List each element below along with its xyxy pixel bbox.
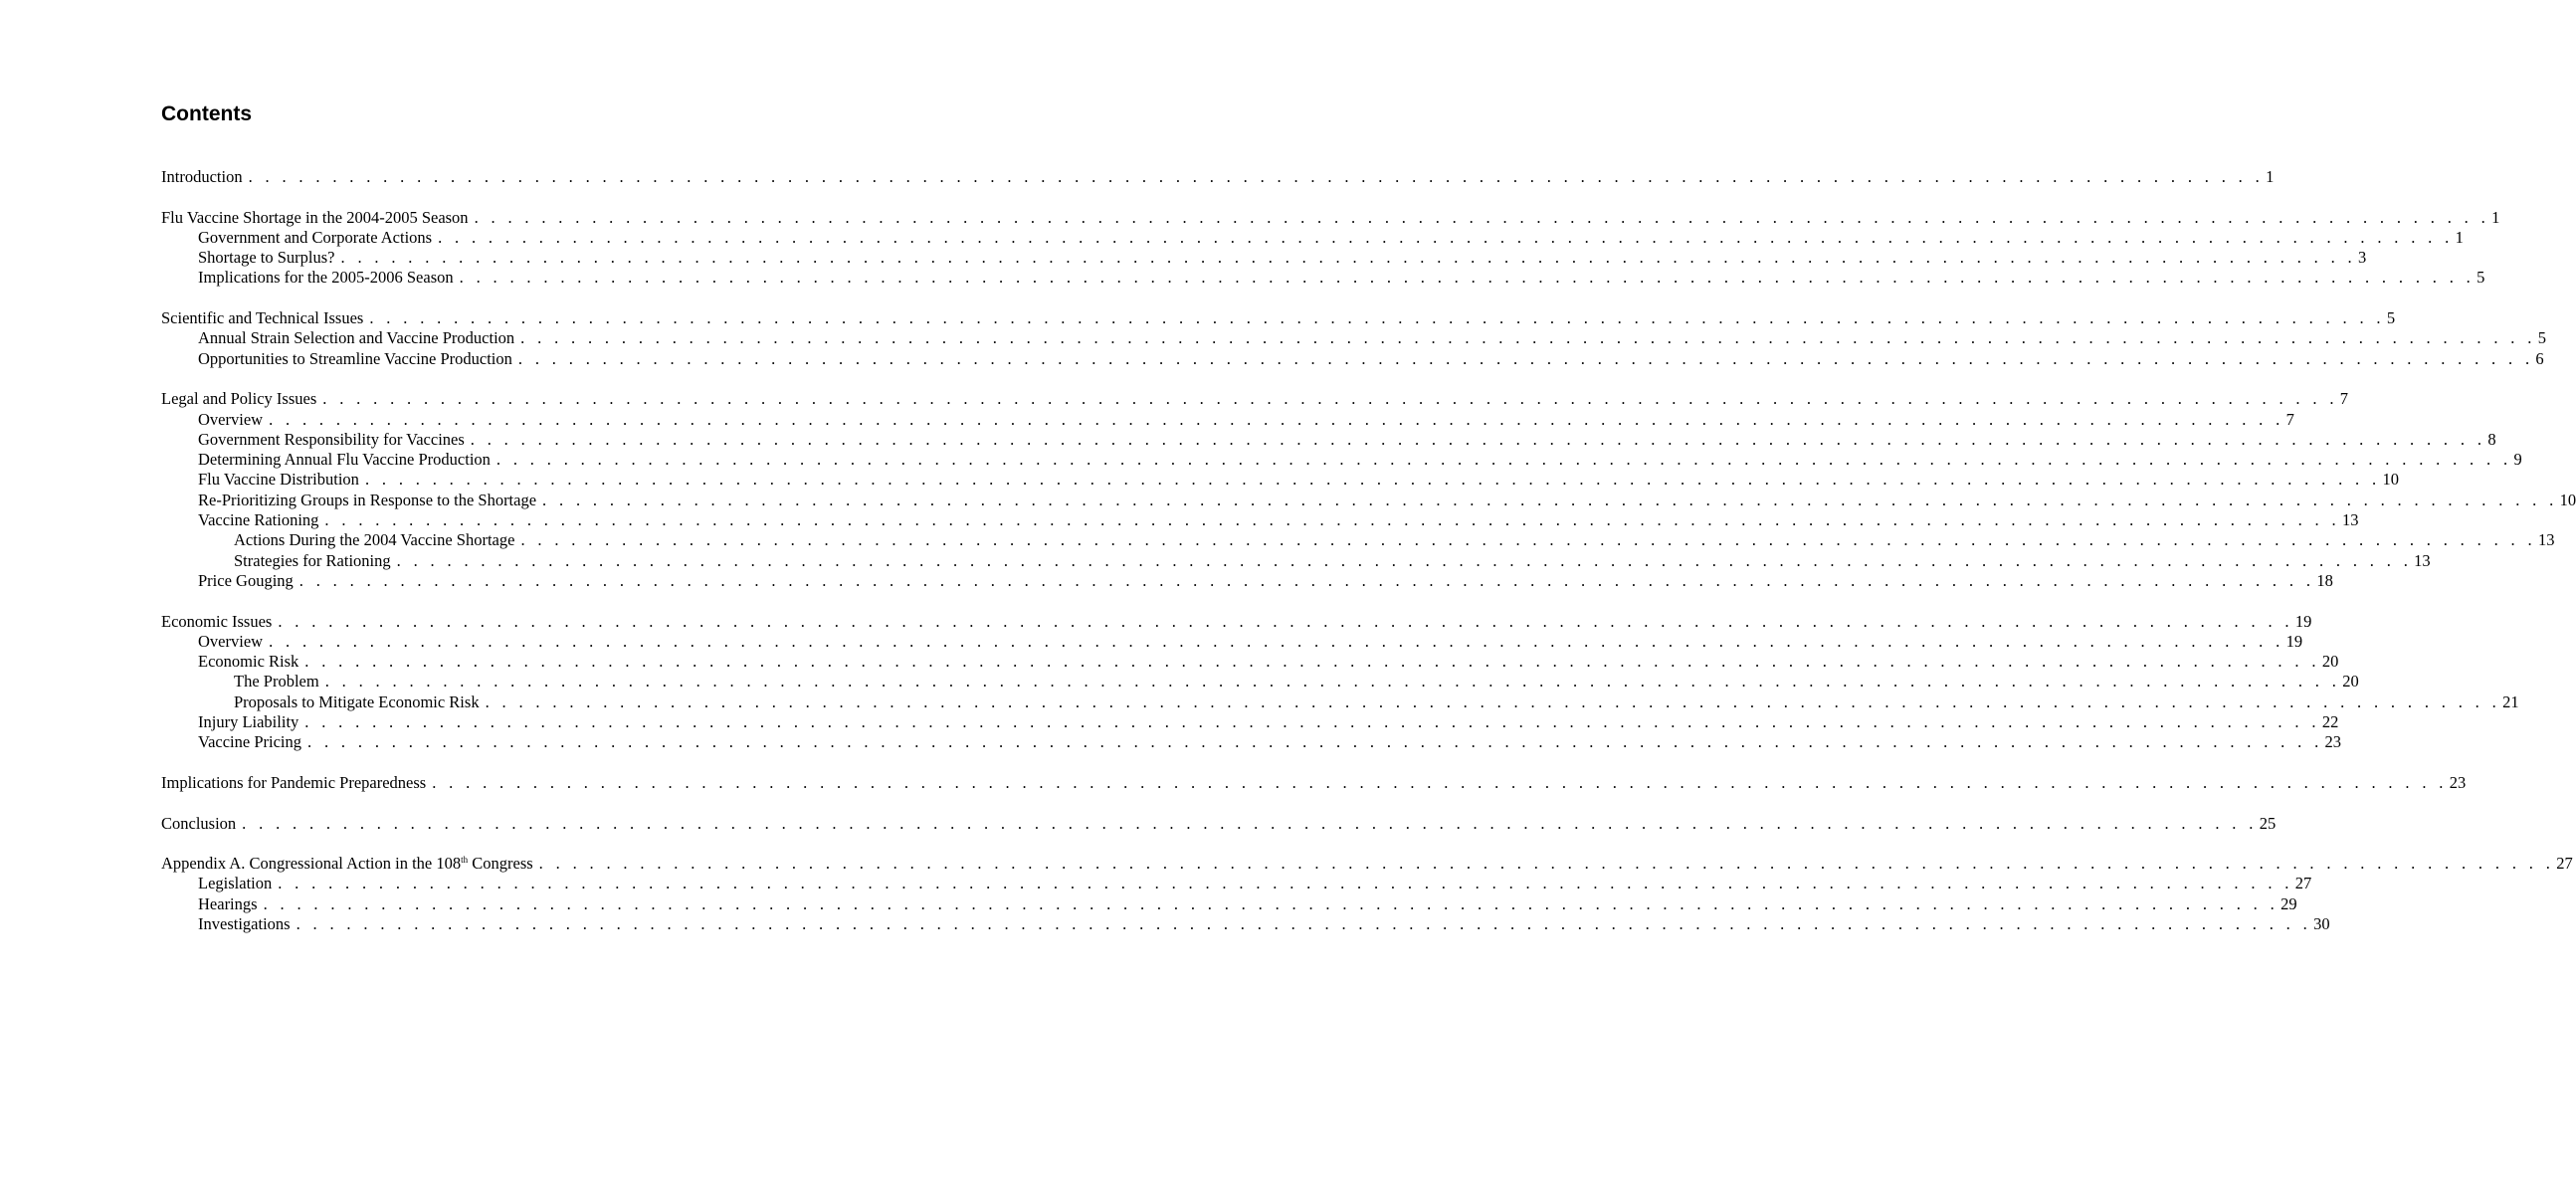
toc-entry-label bbox=[161, 773, 432, 793]
toc-entry-title: Flu Vaccine Shortage in the 2004-2005 Season bbox=[161, 207, 469, 227]
dot-leader: . . . . . . . . . . . . . . . . . . . . . . . . . . . . . . . . . . . . . . . . . . . . . . . . . . . . . . . . . . . . . . . . . . . . . . . . . . . . . . . . . . . . . . . . . . . . . . . . . . . . . . . . . . . . . . . . . . . . . . . . bbox=[495, 450, 2512, 470]
dot-leader: . . . . . . . . . . . . . . . . . . . . . . . . . . . . . . . . . . . . . . . . . . . . . . . . . . . . . . . . . . . . . . . . . . . . . . . . . . . . . . . . . . . . . . . . . . . . . . . . . . . . . . . . . . . . . . . . . . . . . . . . bbox=[459, 268, 2476, 288]
toc-entry-label bbox=[161, 814, 242, 834]
toc-entry[interactable] bbox=[161, 308, 2396, 328]
toc-entry[interactable] bbox=[161, 550, 2431, 571]
toc-entry-page-number: 6 bbox=[2535, 348, 2544, 368]
dot-leader: . . . . . . . . . . . . . . . . . . . . . . . . . . . . . . . . . . . . . . . . . . . . . . . . . . . . . . . . . . . . . . . . . . . . . . . . . . . . . . . . . . . . . . . . . . . . . . . . . . . . . . . . . . . . . . . . . . . . . . . . bbox=[364, 470, 2381, 490]
dot-leader: . . . . . . . . . . . . . . . . . . . . . . . . . . . . . . . . . . . . . . . . . . . . . . . . . . . . . . . . . . . . . . . . . . . . . . . . . . . . . . . . . . . . . . . . . . . . . . . . . . . . . . . . . . . . . . . . . . . . . . . . bbox=[263, 893, 2279, 913]
dot-leader: . . . . . . . . . . . . . . . . . . . . . . . . . . . . . . . . . . . . . . . . . . . . . . . . . . . . . . . . . . . . . . . . . . . . . . . . . . . . . . . . . . . . . . . . . . . . . . . . . . . . . . . . . . . . . . . . . . . . . . . . bbox=[304, 652, 2320, 672]
toc-entry-label bbox=[198, 228, 438, 248]
table-of-contents bbox=[161, 167, 2576, 934]
toc-entry-page-number: 3 bbox=[2358, 248, 2367, 268]
dot-leader: . . . . . . . . . . . . . . . . . . . . . . . . . . . . . . . . . . . . . . . . . . . . . . . . . . . . . . . . . . . . . . . . . . . . . . . . . . . . . . . . . . . . . . . . . . . . . . . . . . . . . . . . . . . . . . . . . . . . . . . . bbox=[298, 570, 2315, 590]
dot-leader: . . . . . . . . . . . . . . . . . . . . . . . . . . . . . . . . . . . . . . . . . . . . . . . . . . . . . . . . . . . . . . . . . . . . . . . . . . . . . . . . . . . . . . . . . . . . . . . . . . . . . . . . . . . . . . . . . . . . . . . . bbox=[369, 308, 2385, 328]
toc-entry[interactable] bbox=[161, 530, 2555, 550]
toc-entry-page-number: 1 bbox=[2491, 207, 2500, 227]
toc-entry[interactable] bbox=[161, 570, 2333, 591]
toc-entry[interactable] bbox=[161, 874, 2312, 893]
toc-entry-title: Government Responsibility for Vaccines bbox=[198, 429, 465, 449]
dot-leader: . . . . . . . . . . . . . . . . . . . . . . . . . . . . . . . . . . . . . . . . . . . . . . . . . . . . . . . . . . . . . . . . . . . . . . . . . . . . . . . . . . . . . . . . . . . . . . . . . . . . . . . . . . . . . . . . . . . . . . . . bbox=[278, 611, 2293, 631]
toc-entry-page-number: 10 bbox=[2382, 470, 2399, 490]
toc-entry-label bbox=[161, 308, 369, 328]
toc-entry[interactable] bbox=[161, 672, 2359, 691]
toc-entry-label bbox=[161, 208, 475, 228]
toc-entry-title: The Problem bbox=[234, 672, 319, 691]
dot-leader: . . . . . . . . . . . . . . . . . . . . . . . . . . . . . . . . . . . . . . . . . . . . . . . . . . . . . . . . . . . . . . . . . . . . . . . . . . . . . . . . . . . . . . . . . . . . . . . . . . . . . . . . . . . . . . . . . . . . . . . . bbox=[269, 631, 2284, 651]
toc-entry-page-number: 7 bbox=[2339, 389, 2349, 409]
dot-leader: . . . . . . . . . . . . . . . . . . . . . . . . . . . . . . . . . . . . . . . . . . . . . . . . . . . . . . . . . . . . . . . . . . . . . . . . . . . . . . . . . . . . . . . . . . . . . . . . . . . . . . . . . . . . . . . . . . . . . . . . bbox=[474, 207, 2490, 227]
toc-entry-title: Implications for the 2005-2006 Season bbox=[198, 268, 454, 288]
toc-entry[interactable] bbox=[161, 470, 2399, 490]
toc-entry-title: Actions During the 2004 Vaccine Shortage bbox=[234, 530, 515, 550]
toc-entry[interactable] bbox=[161, 772, 2467, 793]
toc-entry-title: Injury Liability bbox=[198, 712, 299, 732]
toc-entry-label bbox=[234, 672, 325, 691]
toc-entry-title: Government and Corporate Actions bbox=[198, 227, 433, 247]
toc-entry-label bbox=[198, 491, 542, 510]
toc-entry-title: Appendix A. Congressional Action in the 108 bbox=[161, 854, 462, 874]
dot-leader: . . . . . . . . . . . . . . . . . . . . . . . . . . . . . . . . . . . . . . . . . . . . . . . . . . . . . . . . . . . . . . . . . . . . . . . . . . . . . . . . . . . . . . . . . . . . . . . . . . . . . . . . . . . . . . . . . . . . . . . . bbox=[520, 328, 2536, 348]
toc-entry-title: Vaccine Pricing bbox=[198, 732, 302, 752]
toc-entry[interactable] bbox=[161, 691, 2519, 712]
toc-entry-title: Legislation bbox=[198, 874, 273, 893]
toc-entry-title: Implications for Pandemic Preparedness bbox=[161, 772, 427, 792]
toc-entry-label bbox=[234, 692, 486, 712]
toc-entry[interactable] bbox=[161, 631, 2303, 652]
toc-entry-label bbox=[198, 430, 471, 450]
toc-entry-page-number: 13 bbox=[2341, 510, 2359, 530]
toc-entry[interactable] bbox=[161, 207, 2500, 228]
toc-entry-label bbox=[234, 530, 520, 550]
toc-entry-label bbox=[198, 652, 304, 672]
toc-entry-label bbox=[234, 551, 397, 571]
toc-entry-title: Hearings bbox=[198, 893, 258, 913]
toc-entry-title: Proposals to Mitigate Economic Risk bbox=[234, 691, 480, 711]
toc-entry-title: Determining Annual Flu Vaccine Production bbox=[198, 450, 491, 470]
toc-entry[interactable] bbox=[161, 510, 2359, 530]
toc-entry-page-number: 22 bbox=[2321, 712, 2339, 732]
dot-leader: . . . . . . . . . . . . . . . . . . . . . . . . . . . . . . . . . . . . . . . . . . . . . . . . . . . . . . . . . . . . . . . . . . . . . . . . . . . . . . . . . . . . . . . . . . . . . . . . . . . . . . . . . . . . . . . . . . . . . . . . bbox=[242, 813, 2258, 833]
toc-entry-title: Introduction bbox=[161, 167, 243, 186]
toc-entry[interactable] bbox=[161, 712, 2339, 732]
toc-entry-title: Re-Prioritizing Groups in Response to the Shortage bbox=[198, 490, 537, 509]
dot-leader: . . . . . . . . . . . . . . . . . . . . . . . . . . . . . . . . . . . . . . . . . . . . . . . . . . . . . . . . . . . . . . . . . . . . . . . . . . . . . . . . . . . . . . . . . . . . . . . . . . . . . . . . . . . . . . . . . . . . . . . . bbox=[248, 167, 2265, 186]
toc-entry[interactable] bbox=[161, 429, 2496, 450]
dot-leader: . . . . . . . . . . . . . . . . . . . . . . . . . . . . . . . . . . . . . . . . . . . . . . . . . . . . . . . . . . . . . . . . . . . . . . . . . . . . . . . . . . . . . . . . . . . . . . . . . . . . . . . . . . . . . . . . . . . . . . . . bbox=[520, 530, 2536, 550]
toc-entry-page-number: 10 bbox=[2559, 490, 2576, 509]
toc-entry-label bbox=[161, 854, 539, 874]
toc-entry[interactable] bbox=[161, 348, 2544, 369]
toc-entry-label bbox=[198, 732, 307, 752]
toc-entry[interactable] bbox=[161, 732, 2342, 752]
toc-entry-page-number: 25 bbox=[2259, 813, 2277, 833]
toc-entry-page-number: 1 bbox=[2455, 227, 2464, 247]
toc-entry-page-number: 7 bbox=[2285, 409, 2294, 429]
toc-entry[interactable] bbox=[161, 450, 2522, 470]
toc-entry-page-number: 20 bbox=[2342, 672, 2359, 691]
dot-leader: . . . . . . . . . . . . . . . . . . . . . . . . . . . . . . . . . . . . . . . . . . . . . . . . . . . . . . . . . . . . . . . . . . . . . . . . . . . . . . . . . . . . . . . . . . . . . . . . . . . . . . . . . . . . . . . . . . . . . . . . bbox=[340, 248, 2357, 268]
toc-entry[interactable] bbox=[161, 652, 2339, 672]
toc-entry-page-number: 18 bbox=[2316, 570, 2333, 590]
toc-entry[interactable] bbox=[161, 248, 2367, 268]
toc-entry-page-number: 19 bbox=[2294, 611, 2312, 631]
toc-entry-title: Economic Issues bbox=[161, 611, 273, 631]
toc-entry-page-number: 27 bbox=[2294, 874, 2312, 893]
toc-entry-page-number: 13 bbox=[2537, 530, 2555, 550]
toc-entry-label bbox=[198, 914, 297, 934]
toc-entry-page-number: 30 bbox=[2313, 913, 2330, 933]
toc-entry-label bbox=[198, 328, 520, 348]
toc-entry-label bbox=[198, 268, 460, 288]
toc-entry-page-number: 23 bbox=[2324, 732, 2342, 752]
toc-entry-page-number: 29 bbox=[2280, 893, 2297, 913]
dot-leader: . . . . . . . . . . . . . . . . . . . . . . . . . . . . . . . . . . . . . . . . . . . . . . . . . . . . . . . . . . . . . . . . . . . . . . . . . . . . . . . . . . . . . . . . . . . . . . . . . . . . . . . . . . . . . . . . . . . . . . . . bbox=[304, 712, 2320, 732]
toc-entry-label bbox=[198, 470, 365, 490]
toc-entry-label bbox=[198, 632, 269, 652]
toc-entry-title: Overview bbox=[198, 631, 264, 651]
toc-entry-title: Economic Risk bbox=[198, 652, 299, 672]
toc-entry[interactable] bbox=[161, 611, 2312, 632]
toc-entry-label bbox=[198, 450, 496, 470]
dot-leader: . . . . . . . . . . . . . . . . . . . . . . . . . . . . . . . . . . . . . . . . . . . . . . . . . . . . . . . . . . . . . . . . . . . . . . . . . . . . . . . . . . . . . . . . . . . . . . . . . . . . . . . . . . . . . . . . . . . . . . . . bbox=[322, 389, 2338, 409]
toc-entry-label bbox=[198, 712, 304, 732]
dot-leader: . . . . . . . . . . . . . . . . . . . . . . . . . . . . . . . . . . . . . . . . . . . . . . . . . . . . . . . . . . . . . . . . . . . . . . . . . . . . . . . . . . . . . . . . . . . . . . . . . . . . . . . . . . . . . . . . . . . . . . . . bbox=[485, 691, 2501, 711]
toc-entry-page-number: 5 bbox=[2477, 268, 2485, 288]
toc-entry-title: Scientific and Technical Issues bbox=[161, 308, 364, 328]
toc-entry-page-number: 19 bbox=[2285, 631, 2303, 651]
toc-entry[interactable] bbox=[161, 913, 2330, 934]
dot-leader: . . . . . . . . . . . . . . . . . . . . . . . . . . . . . . . . . . . . . . . . . . . . . . . . . . . . . . . . . . . . . . . . . . . . . . . . . . . . . . . . . . . . . . . . . . . . . . . . . . . . . . . . . . . . . . . . . . . . . . . . bbox=[307, 732, 2323, 752]
toc-entry[interactable] bbox=[161, 227, 2464, 248]
toc-entry-label bbox=[161, 167, 249, 187]
toc-entry-title-suffix: Congress bbox=[468, 854, 533, 874]
toc-entry[interactable] bbox=[161, 490, 2576, 510]
toc-entry[interactable] bbox=[161, 854, 2573, 874]
toc-entry-label bbox=[198, 349, 518, 369]
toc-entry-title: Opportunities to Streamline Vaccine Production bbox=[198, 348, 512, 368]
toc-entry-title: Flu Vaccine Distribution bbox=[198, 470, 359, 490]
dot-leader: . . . . . . . . . . . . . . . . . . . . . . . . . . . . . . . . . . . . . . . . . . . . . . . . . . . . . . . . . . . . . . . . . . . . . . . . . . . . . . . . . . . . . . . . . . . . . . . . . . . . . . . . . . . . . . . . . . . . . . . . bbox=[432, 772, 2448, 792]
toc-entry[interactable] bbox=[161, 167, 2275, 187]
toc-entry-page-number: 5 bbox=[2386, 308, 2396, 328]
toc-entry-title: Vaccine Rationing bbox=[198, 510, 319, 530]
dot-leader: . . . . . . . . . . . . . . . . . . . . . . . . . . . . . . . . . . . . . . . . . . . . . . . . . . . . . . . . . . . . . . . . . . . . . . . . . . . . . . . . . . . . . . . . . . . . . . . . . . . . . . . . . . . . . . . . . . . . . . . . bbox=[470, 429, 2486, 449]
toc-entry-label bbox=[161, 389, 322, 409]
toc-entry[interactable] bbox=[161, 813, 2277, 834]
dot-leader: . . . . . . . . . . . . . . . . . . . . . . . . . . . . . . . . . . . . . . . . . . . . . . . . . . . . . . . . . . . . . . . . . . . . . . . . . . . . . . . . . . . . . . . . . . . . . . . . . . . . . . . . . . . . . . . . . . . . . . . . bbox=[278, 874, 2293, 893]
toc-entry-superscript: th bbox=[461, 855, 469, 866]
dot-leader: . . . . . . . . . . . . . . . . . . . . . . . . . . . . . . . . . . . . . . . . . . . . . . . . . . . . . . . . . . . . . . . . . . . . . . . . . . . . . . . . . . . . . . . . . . . . . . . . . . . . . . . . . . . . . . . . . . . . . . . . bbox=[324, 672, 2341, 691]
toc-entry-label bbox=[198, 894, 264, 914]
toc-entry-title: Strategies for Rationing bbox=[234, 550, 391, 570]
toc-entry[interactable] bbox=[161, 328, 2546, 348]
dot-leader: . . . . . . . . . . . . . . . . . . . . . . . . . . . . . . . . . . . . . . . . . . . . . . . . . . . . . . . . . . . . . . . . . . . . . . . . . . . . . . . . . . . . . . . . . . . . . . . . . . . . . . . . . . . . . . . . . . . . . . . . bbox=[324, 510, 2340, 530]
toc-entry-title: Legal and Policy Issues bbox=[161, 389, 317, 409]
dot-leader: . . . . . . . . . . . . . . . . . . . . . . . . . . . . . . . . . . . . . . . . . . . . . . . . . . . . . . . . . . . . . . . . . . . . . . . . . . . . . . . . . . . . . . . . . . . . . . . . . . . . . . . . . . . . . . . . . . . . . . . . bbox=[269, 409, 2284, 429]
toc-entry-title: Shortage to Surplus? bbox=[198, 248, 335, 268]
toc-entry-title: Price Gouging bbox=[198, 570, 294, 590]
toc-entry[interactable] bbox=[161, 389, 2349, 409]
toc-entry-title: Conclusion bbox=[161, 813, 237, 833]
toc-entry[interactable] bbox=[161, 268, 2485, 288]
toc-entry[interactable] bbox=[161, 409, 2294, 430]
dot-leader: . . . . . . . . . . . . . . . . . . . . . . . . . . . . . . . . . . . . . . . . . . . . . . . . . . . . . . . . . . . . . . . . . . . . . . . . . . . . . . . . . . . . . . . . . . . . . . . . . . . . . . . . . . . . . . . . . . . . . . . . bbox=[396, 550, 2413, 570]
toc-entry-label bbox=[161, 612, 278, 632]
toc-entry-page-number: 20 bbox=[2321, 652, 2339, 672]
toc-entry-label bbox=[198, 571, 299, 591]
toc-entry[interactable] bbox=[161, 893, 2297, 914]
dot-leader: . . . . . . . . . . . . . . . . . . . . . . . . . . . . . . . . . . . . . . . . . . . . . . . . . . . . . . . . . . . . . . . . . . . . . . . . . . . . . . . . . . . . . . . . . . . . . . . . . . . . . . . . . . . . . . . . . . . . . . . . bbox=[438, 227, 2454, 247]
page-title: Contents bbox=[161, 102, 252, 125]
toc-entry-label bbox=[198, 248, 341, 268]
dot-leader: . . . . . . . . . . . . . . . . . . . . . . . . . . . . . . . . . . . . . . . . . . . . . . . . . . . . . . . . . . . . . . . . . . . . . . . . . . . . . . . . . . . . . . . . . . . . . . . . . . . . . . . . . . . . . . . . . . . . . . . . bbox=[517, 348, 2534, 368]
toc-entry-title: Investigations bbox=[198, 913, 291, 933]
toc-entry-label bbox=[198, 510, 324, 530]
toc-entry-page-number: 27 bbox=[2556, 854, 2573, 874]
toc-entry-page-number: 21 bbox=[2502, 691, 2519, 711]
toc-entry-label bbox=[198, 410, 269, 430]
dot-leader: . . . . . . . . . . . . . . . . . . . . . . . . . . . . . . . . . . . . . . . . . . . . . . . . . . . . . . . . . . . . . . . . . . . . . . . . . . . . . . . . . . . . . . . . . . . . . . . . . . . . . . . . . . . . . . . . . . . . . . . . bbox=[296, 913, 2312, 933]
toc-entry-page-number: 1 bbox=[2266, 167, 2275, 186]
toc-entry-title: Annual Strain Selection and Vaccine Production bbox=[198, 328, 515, 348]
toc-entry-page-number: 9 bbox=[2513, 450, 2522, 470]
toc-entry-page-number: 13 bbox=[2414, 550, 2431, 570]
toc-entry-title: Overview bbox=[198, 409, 264, 429]
toc-entry-page-number: 8 bbox=[2487, 429, 2496, 449]
toc-entry-label bbox=[198, 874, 278, 893]
toc-entry-page-number: 23 bbox=[2449, 772, 2467, 792]
toc-entry-page-number: 5 bbox=[2537, 328, 2546, 348]
dot-leader: . . . . . . . . . . . . . . . . . . . . . . . . . . . . . . . . . . . . . . . . . . . . . . . . . . . . . . . . . . . . . . . . . . . . . . . . . . . . . . . . . . . . . . . . . . . . . . . . . . . . . . . . . . . . . . . . . . . . . . . . bbox=[542, 490, 2558, 509]
dot-leader: . . . . . . . . . . . . . . . . . . . . . . . . . . . . . . . . . . . . . . . . . . . . . . . . . . . . . . . . . . . . . . . . . . . . . . . . . . . . . . . . . . . . . . . . . . . . . . . . . . . . . . . . . . . . . . . . . . . . . . . . bbox=[538, 854, 2555, 874]
